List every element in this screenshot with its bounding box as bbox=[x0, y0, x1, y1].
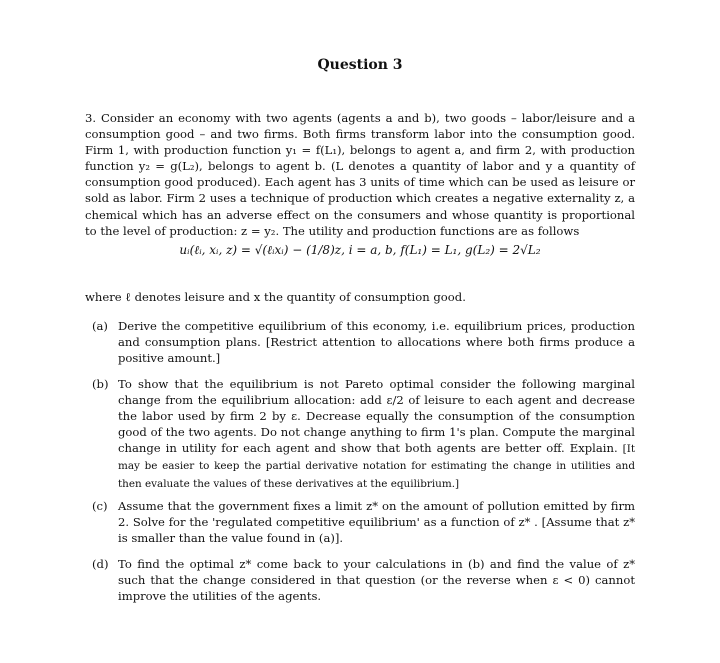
part-a-label: (a) bbox=[92, 319, 108, 333]
part-b-hint: [It may be easier to keep the partial derivative notation for estimating the change in utilities and then evaluate the values of these derivatives at the equilibrium.] bbox=[118, 443, 635, 490]
part-b-text bbox=[118, 376, 635, 492]
part-c-label: (c) bbox=[92, 499, 108, 513]
part-d-text bbox=[118, 556, 635, 604]
part-c-body: Assume that the government fixes a limit z* on the amount of pollution emitted by firm 2. Solve for the 'regulated competitive equilibrium' as a function of z* . [Assume that z* is smaller than the value found in (a)]. bbox=[118, 499, 635, 546]
part-a-text bbox=[118, 318, 635, 366]
part-a-body: Derive the competitive equilibrium of this economy, i.e. equilibrium prices, production and consumption plans. [Restrict attention to allocations where both firms produce a positive amount.] bbox=[118, 319, 635, 366]
part-b-label: (b) bbox=[92, 377, 109, 391]
part-c-text bbox=[118, 498, 635, 546]
part-b-body: To show that the equilibrium is not Pareto optimal consider the following marginal change from the equilibrium allocation: add ε/2 of leisure to each agent and decrease the labor used by firm 2 by ε. Decrease equally the consumption of the consumption good of the two agents. Do not change anything to firm 1's plan. Compute the marginal change in utility for each agent and show that both agents are better off. Explain. bbox=[118, 377, 635, 456]
intro-paragraph: 3. Consider an economy with two agents (agents a and b), two goods – labor/leisure and a consumption good – and two firms. Both firms transform labor into the consumption good. Firm 1, with production function y₁ = f(L₁), belongs to agent a, and firm 2, with production function y₂ = g(L₂), belongs to agent b. (L denotes a quantity of labor and y a quantity of consumption good produced). Each agent has 3 units of time which can be used as leisure or sold as labor. Firm 2 uses a technique of production which creates a negative externality z, a chemical which has an adverse effect on the consumers and whose quantity is proportional to the level of production: z = y₂. The utility and production functions are as follows bbox=[85, 111, 635, 238]
question-title: Question 3 bbox=[317, 57, 403, 73]
utility-production-equation: uᵢ(ℓᵢ, xᵢ, z) = √(ℓᵢxᵢ) − (1/8)z, i = a, b, f(L₁) = L₁, g(L₂) = 2√L₂ bbox=[179, 243, 541, 257]
part-d-label: (d) bbox=[92, 557, 109, 571]
part-d-body: To find the optimal z* come back to your calculations in (b) and find the value of z* such that the change considered in that question (or the reverse when ε < 0) cannot improve the utilities of the agents. bbox=[118, 557, 635, 604]
variable-definition: where ℓ denotes leisure and x the quantity of consumption good. bbox=[85, 290, 466, 304]
